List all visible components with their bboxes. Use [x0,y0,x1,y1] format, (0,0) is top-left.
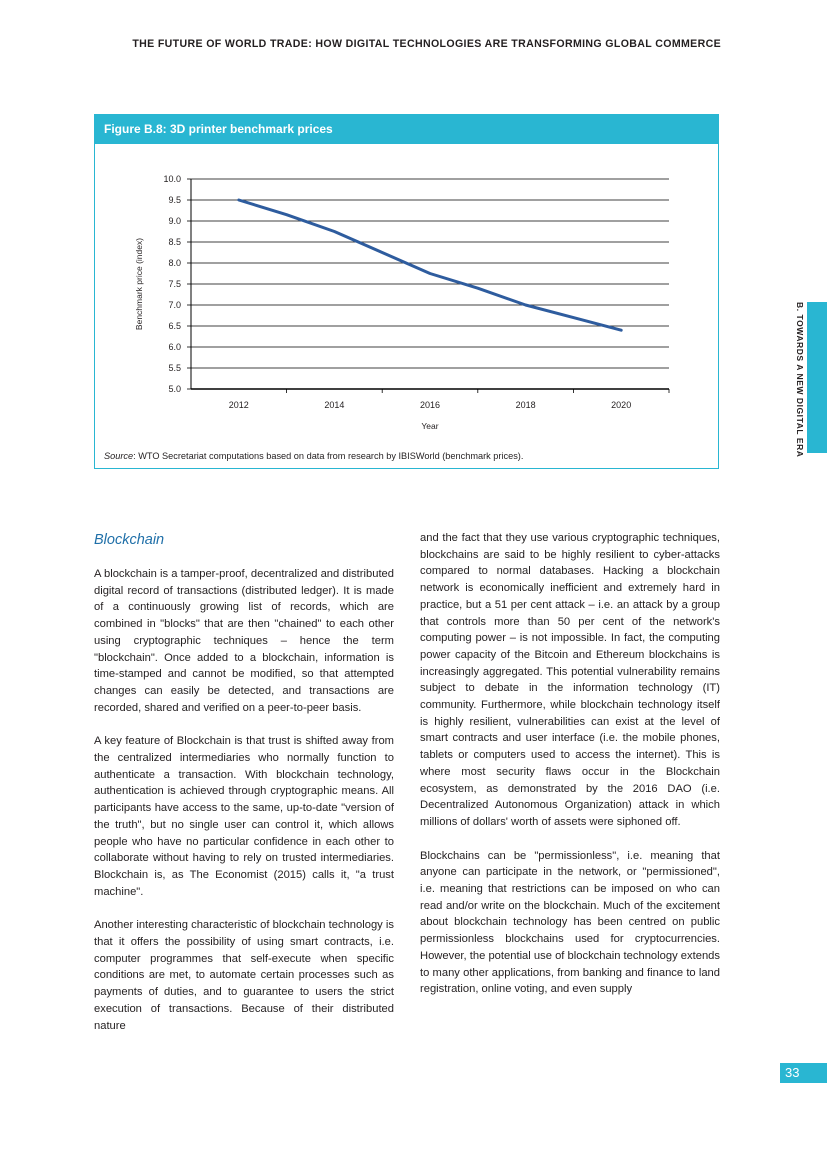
y-tick-label: 9.0 [168,216,181,226]
left-column [94,530,394,1051]
y-axis-title: Benchmark price (index) [134,237,144,331]
y-tick-label: 10.0 [163,174,181,184]
line-chart [95,144,718,449]
series-line [239,200,621,330]
y-tick-label: 5.5 [168,363,181,373]
paragraph: and the fact that they use various cryptographic techniques, blockchains are said to be highly resilient to cyber-attacks compared to normal databases. Hacking a blockchain network is economically inefficient and extremely hard in practice, but a 51 per cent attack – i.e. an attack by a group that controls more than 50 per cent of the network's computing power – is not impossible. In fact, the computing power capacity of the Bitcoin and Ethereum blockchains is increasingly aggregated. This potential vulnerability remains subject to debate in the information technology (IT) community. Furthermore, while blockchain technology itself is highly resilient, vulnerabilities can exist at the level of smart contracts and user interface (i.e. the mobile phones, tablets or computers used to access the internet). This is where most security flaws occur in the Blockchain ecosystem, as demonstrated by the 2016 DAO (i.e. Decentralized Autonomous Organization) attack in which millions of dollars' worth of assets were siphoned off. [420,532,720,828]
source-label: Source [104,451,134,461]
y-tick-label: 9.5 [168,195,181,205]
x-axis-title: Year [421,421,439,431]
paragraph: Another interesting characteristic of blockchain technology is that it offers the possibility of using smart contracts, i.e. computer programmes that self-execute when specific conditions are met, to automate certain processes such as payments of duties, and to guarantee to users the strict execution of transactions. Because of their distributed nature [94,919,394,1032]
section-label: B. TOWARDS A NEW DIGITAL ERA [795,302,805,458]
x-tick-label: 2018 [515,400,536,410]
source-text: : WTO Secretariat computations based on data from research by IBISWorld (benchmark prices). [133,451,524,461]
paragraph: A blockchain is a tamper-proof, decentralized and distributed digital record of transactions (distributed ledger). It is made of a continuously growing list of records, which are combined in "blocks" that are then "chained" to each other using cryptographic techniques – hence the term "blockchain". Once added to a blockchain, information is time-stamped and cannot be modified, so that attempted changes can easily be detected, and transactions are recorded, shared and verified on a peer-to-peer basis. [94,568,394,714]
x-tick-label: 2016 [419,400,441,410]
page-number: 33 [780,1063,827,1083]
right-column [420,530,720,1015]
paragraph: Blockchains can be "permissionless", i.e. meaning that anyone can participate in the network, or "permissioned", i.e. meaning that restrictions can be imposed on who can read and/or write on the blockchain. Much of the excitement about blockchain technology has been centred on public permissionless blockchains used for cryptocurrencies. However, the potential use of blockchain technology extends to many other applications, from banking and finance to land registration, online voting, and even supply [420,849,720,996]
x-tick-label: 2012 [228,400,249,410]
y-tick-label: 6.0 [168,342,181,352]
paragraph: A key feature of Blockchain is that trust is shifted away from the centralized intermediaries who normally function to authenticate a transaction. With blockchain technology, authentication is achieved through cryptographic means. All participants have access to the same, up-to-date "version of the truth", but no single user can control it, which allows people who have no particular confidence in each other to collaborate without having to rely on trusted intermediaries. Blockchain is, as The Economist (2015) calls it, "a trust machine". [94,735,394,898]
section-heading: Blockchain [94,532,165,548]
x-tick-label: 2014 [324,400,345,410]
section-tab [807,302,827,453]
figure-title: Figure B.8: 3D printer benchmark prices [95,115,718,144]
y-tick-label: 8.0 [168,258,181,268]
y-tick-label: 7.5 [168,279,181,289]
running-header: THE FUTURE OF WORLD TRADE: HOW DIGITAL TECHNOLOGIES ARE TRANSFORMING GLOBAL COMMERCE [132,38,721,50]
y-tick-label: 6.5 [168,321,181,331]
figure-box [94,114,719,469]
y-tick-label: 7.0 [168,300,181,310]
x-tick-label: 2020 [611,400,632,410]
y-tick-label: 8.5 [168,237,181,247]
figure-source [104,451,523,461]
y-tick-label: 5.0 [168,384,181,394]
